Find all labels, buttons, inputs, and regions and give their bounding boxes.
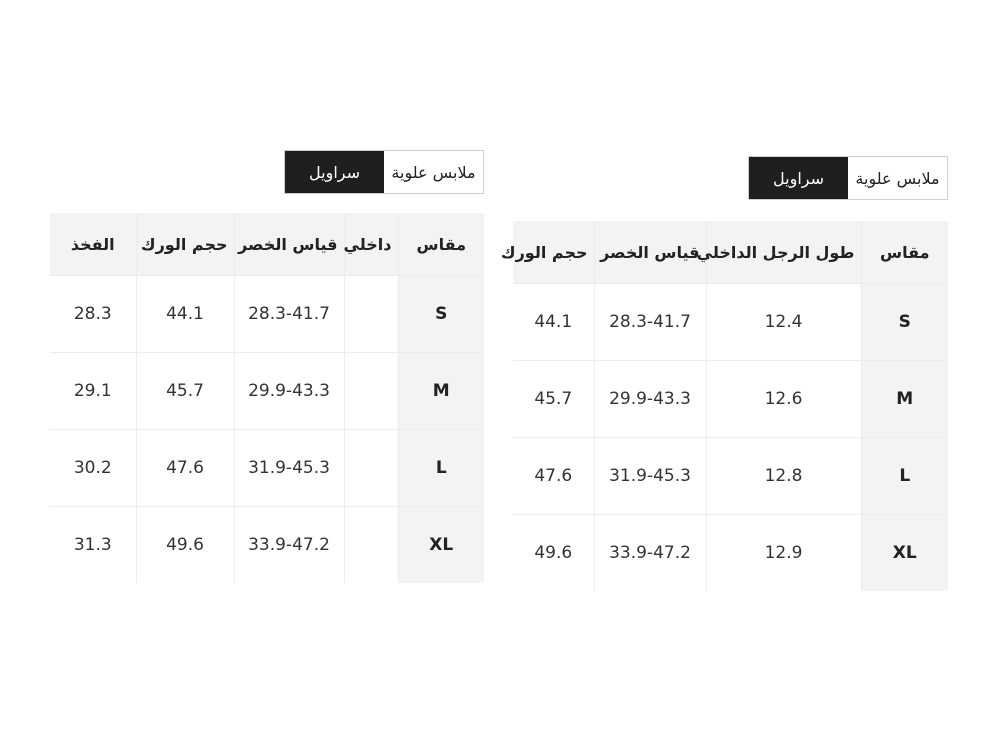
header-thigh: الفخذ xyxy=(50,213,136,276)
hip-cell: 47.6 xyxy=(513,438,594,515)
table-row xyxy=(50,353,484,430)
size-table xyxy=(500,221,948,591)
thigh-cell: 29.1 xyxy=(50,353,136,430)
header-waist: قياس الخصر xyxy=(594,221,706,284)
thigh-cell: 31.3 xyxy=(50,507,136,584)
header-size: مقاس xyxy=(398,213,484,276)
waist-cell: 29.9-43.3 xyxy=(594,361,706,438)
waist-cell: 31.9-45.3 xyxy=(234,430,344,507)
table-row xyxy=(50,507,484,584)
tab-tops[interactable]: ملابس علوية xyxy=(848,157,947,199)
waist-cell: 31.9-45.3 xyxy=(594,438,706,515)
waist-cell: 33.9-47.2 xyxy=(594,515,706,592)
hip-cell: 49.6 xyxy=(136,507,234,584)
header-waist: قياس الخصر xyxy=(234,213,344,276)
header-hip: حجم الورك xyxy=(513,221,594,284)
size-cell: M xyxy=(861,361,948,438)
inseam-cell: 12.4 xyxy=(706,284,861,361)
table-header-row xyxy=(50,213,484,276)
tab-tops[interactable]: ملابس علوية xyxy=(384,151,483,193)
header-inseam: طول الرجل الداخلي xyxy=(706,221,861,284)
size-cell: L xyxy=(861,438,948,515)
waist-cell: 33.9-47.2 xyxy=(234,507,344,584)
thigh-cell: 30.2 xyxy=(50,430,136,507)
header-hip: حجم الورك xyxy=(136,213,234,276)
size-cell: XL xyxy=(861,515,948,592)
table-row xyxy=(513,438,948,515)
hip-cell: 44.1 xyxy=(513,284,594,361)
header-size: مقاس xyxy=(861,221,948,284)
table-row xyxy=(50,430,484,507)
size-cell: L xyxy=(398,430,484,507)
size-cell: XL xyxy=(398,507,484,584)
table-row xyxy=(513,515,948,592)
category-tabs xyxy=(284,150,484,194)
size-table xyxy=(50,213,484,583)
hip-cell: 44.1 xyxy=(136,276,234,353)
size-cell: M xyxy=(398,353,484,430)
inseam-cell xyxy=(344,353,398,430)
waist-cell: 28.3-41.7 xyxy=(234,276,344,353)
inseam-cell xyxy=(344,430,398,507)
inseam-cell xyxy=(344,507,398,584)
category-tabs xyxy=(748,156,948,200)
waist-cell: 29.9-43.3 xyxy=(234,353,344,430)
table-header-row xyxy=(513,221,948,284)
table-row xyxy=(513,284,948,361)
size-cell: S xyxy=(861,284,948,361)
header-inseam: داخلي xyxy=(344,213,398,276)
hip-cell: 45.7 xyxy=(513,361,594,438)
waist-cell: 28.3-41.7 xyxy=(594,284,706,361)
hip-cell: 47.6 xyxy=(136,430,234,507)
table-row xyxy=(50,276,484,353)
inseam-cell: 12.8 xyxy=(706,438,861,515)
inseam-cell: 12.6 xyxy=(706,361,861,438)
size-cell: S xyxy=(398,276,484,353)
inseam-cell xyxy=(344,276,398,353)
table-row xyxy=(513,361,948,438)
hip-cell: 45.7 xyxy=(136,353,234,430)
hip-cell: 49.6 xyxy=(513,515,594,592)
tab-pants[interactable]: سراويل xyxy=(749,157,848,199)
tab-pants[interactable]: سراويل xyxy=(285,151,384,193)
thigh-cell: 28.3 xyxy=(50,276,136,353)
inseam-cell: 12.9 xyxy=(706,515,861,592)
